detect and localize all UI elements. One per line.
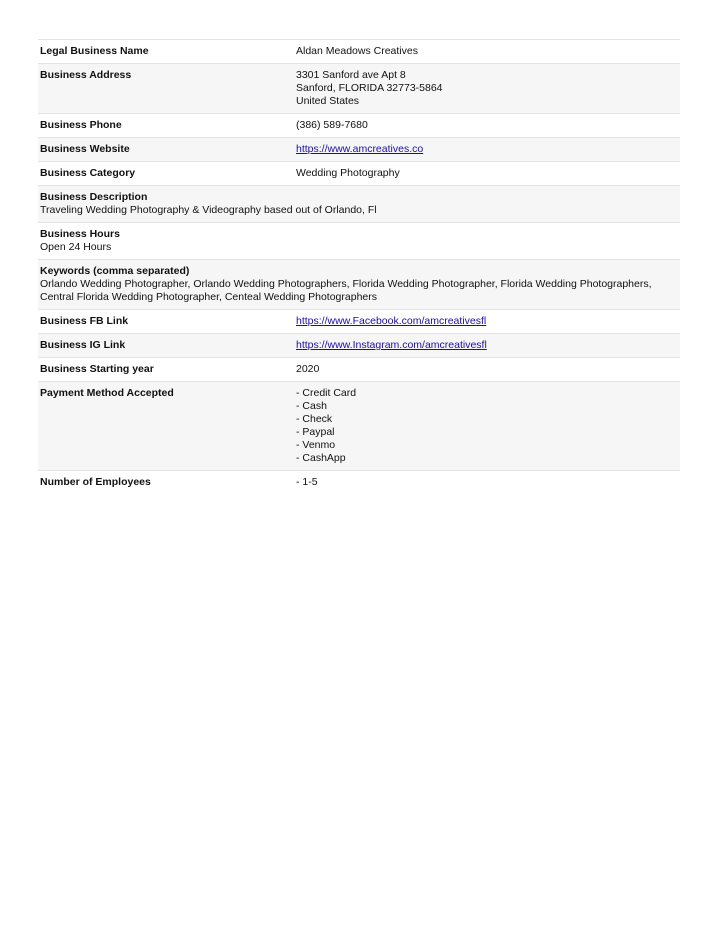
value-business-hours: Open 24 Hours — [40, 241, 112, 253]
business-info-table — [38, 39, 680, 494]
value-payment-method — [296, 387, 678, 465]
address-line: Sanford, FLORIDA 32773-5864 — [296, 82, 443, 94]
row-number-of-employees — [38, 471, 680, 494]
label-business-phone: Business Phone — [40, 119, 122, 131]
business-ig-link[interactable]: https://www.Instagram.com/amcreativesfl — [296, 339, 487, 351]
value-business-description: Traveling Wedding Photography & Videography based out of Orlando, Fl — [40, 204, 377, 216]
row-business-ig-link — [38, 334, 680, 358]
label-business-ig-link: Business IG Link — [40, 339, 126, 351]
row-business-description — [38, 186, 680, 223]
payment-method-item: - Cash — [296, 400, 327, 412]
business-fb-link[interactable]: https://www.Facebook.com/amcreativesfl — [296, 315, 487, 327]
value-business-phone: (386) 589-7680 — [296, 119, 368, 131]
label-number-of-employees: Number of Employees — [40, 476, 151, 488]
row-business-address — [38, 64, 680, 114]
label-keywords: Keywords (comma separated) — [40, 265, 190, 277]
label-payment-method: Payment Method Accepted — [40, 387, 174, 399]
value-number-of-employees: - 1-5 — [296, 476, 318, 488]
label-business-fb-link: Business FB Link — [40, 315, 129, 327]
row-business-website — [38, 138, 680, 162]
address-line: United States — [296, 95, 360, 107]
row-legal-business-name — [38, 40, 680, 64]
label-business-starting-year: Business Starting year — [40, 363, 154, 375]
row-business-category — [38, 162, 680, 186]
label-business-description: Business Description — [40, 191, 148, 203]
value-business-category: Wedding Photography — [296, 167, 400, 179]
row-business-fb-link — [38, 310, 680, 334]
payment-method-item: - Check — [296, 413, 333, 425]
label-legal-business-name: Legal Business Name — [40, 45, 149, 57]
label-business-hours: Business Hours — [40, 228, 120, 240]
row-business-hours — [38, 223, 680, 260]
row-business-phone — [38, 114, 680, 138]
row-business-starting-year — [38, 358, 680, 382]
value-legal-business-name: Aldan Meadows Creatives — [296, 45, 418, 57]
payment-method-item: - Paypal — [296, 426, 335, 438]
row-payment-method — [38, 382, 680, 471]
payment-method-item: - Venmo — [296, 439, 336, 451]
payment-method-item: - CashApp — [296, 452, 346, 464]
label-business-website: Business Website — [40, 143, 130, 155]
row-keywords — [38, 260, 680, 310]
address-line: 3301 Sanford ave Apt 8 — [296, 69, 406, 81]
payment-method-item: - Credit Card — [296, 387, 357, 399]
label-business-address: Business Address — [40, 69, 132, 81]
value-keywords: Orlando Wedding Photographer, Orlando Wedding Photographers, Florida Wedding Photographer, Florida Wedding Photographers, Central Florida Wedding Photographer, Centeal Wedding Photographers — [40, 278, 652, 303]
business-website-link[interactable]: https://www.amcreatives.co — [296, 143, 424, 155]
label-business-category: Business Category — [40, 167, 136, 179]
value-business-address — [296, 69, 678, 108]
value-business-website-container — [296, 143, 678, 156]
value-business-fb-link-container — [296, 315, 678, 328]
value-business-ig-link-container — [296, 339, 678, 352]
value-business-starting-year: 2020 — [296, 363, 320, 375]
